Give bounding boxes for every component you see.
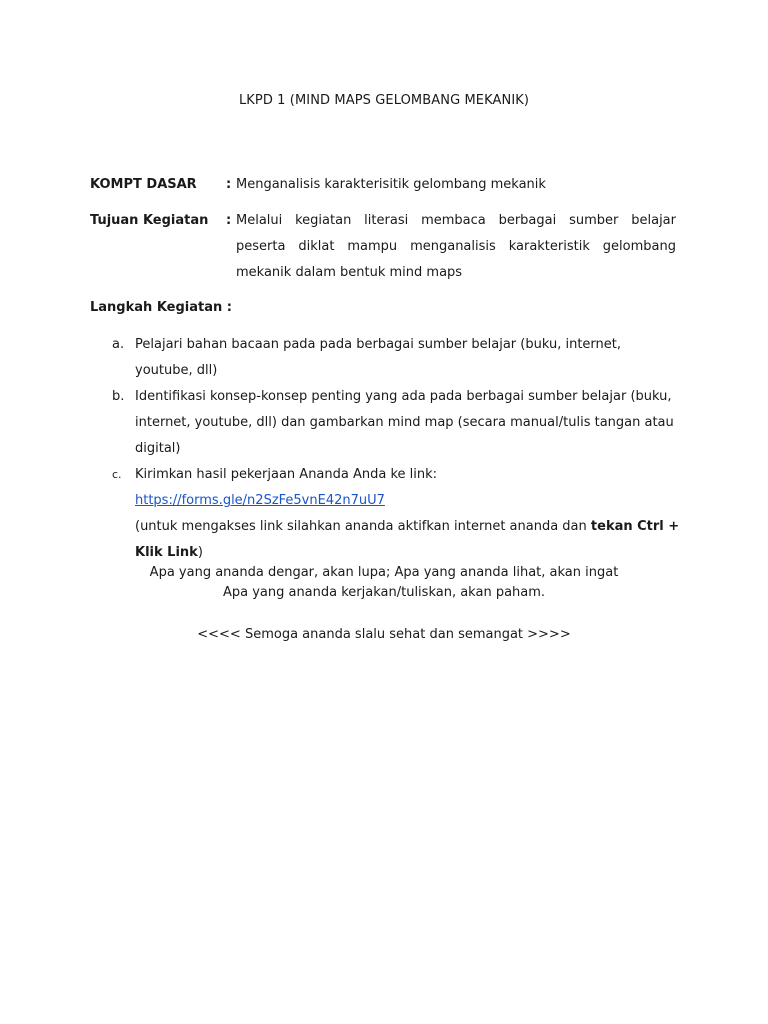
list-item (112, 332, 682, 384)
step-text: Identifikasi konsep-konsep penting yang ada pada berbagai sumber belajar (buku, internet, youtube, dll) dan gambarkan mind map (secara manual/tulis tangan atau digital) (135, 389, 674, 456)
tujuan-kegiatan-label: Tujuan Kegiatan (90, 213, 209, 228)
step-marker: c. (112, 468, 122, 481)
ctrl-click-instruction: tekan Ctrl + Klik Link (135, 519, 680, 560)
list-item (112, 384, 682, 462)
tujuan-kegiatan-value: Melalui kegiatan literasi membaca berbagai sumber belajar peserta diklat mampu menganalisis karakteristik gelombang mekanik dalam bentuk mind maps (236, 213, 676, 280)
closing-paren: ) (197, 545, 203, 560)
closing-message: <<<< Semoga ananda slalu sehat dan semangat >>>> (197, 627, 571, 642)
steps-list (112, 332, 682, 566)
kompt-dasar-value: Menganalisis karakterisitik gelombang mekanik (236, 177, 546, 192)
quote-line-1: Apa yang ananda dengar, akan lupa; Apa yang ananda lihat, akan ingat (149, 565, 619, 580)
kompt-dasar-colon: : (226, 177, 232, 192)
step-marker: a. (112, 337, 125, 352)
step-text-after-link: (untuk mengakses link silahkan ananda aktifkan internet ananda dan (135, 519, 591, 534)
step-text: Pelajari bahan bacaan pada pada berbagai sumber belajar (buku, internet, youtube, dll) (135, 337, 622, 378)
step-text-before-link: Kirimkan hasil pekerjaan Ananda Anda ke link: (135, 467, 438, 482)
tujuan-kegiatan-colon: : (226, 213, 232, 228)
langkah-kegiatan-label: Langkah Kegiatan : (90, 300, 232, 315)
step-marker: b. (112, 389, 125, 404)
quote-line-2: Apa yang ananda kerjakan/tuliskan, akan paham. (222, 585, 546, 600)
kompt-dasar-label: KOMPT DASAR (90, 177, 197, 192)
form-link[interactable]: https://forms.gle/n2SzFe5vnE42n7uU7 (135, 493, 385, 508)
list-item (112, 462, 682, 566)
document-title: LKPD 1 (MIND MAPS GELOMBANG MEKANIK) (238, 93, 530, 108)
